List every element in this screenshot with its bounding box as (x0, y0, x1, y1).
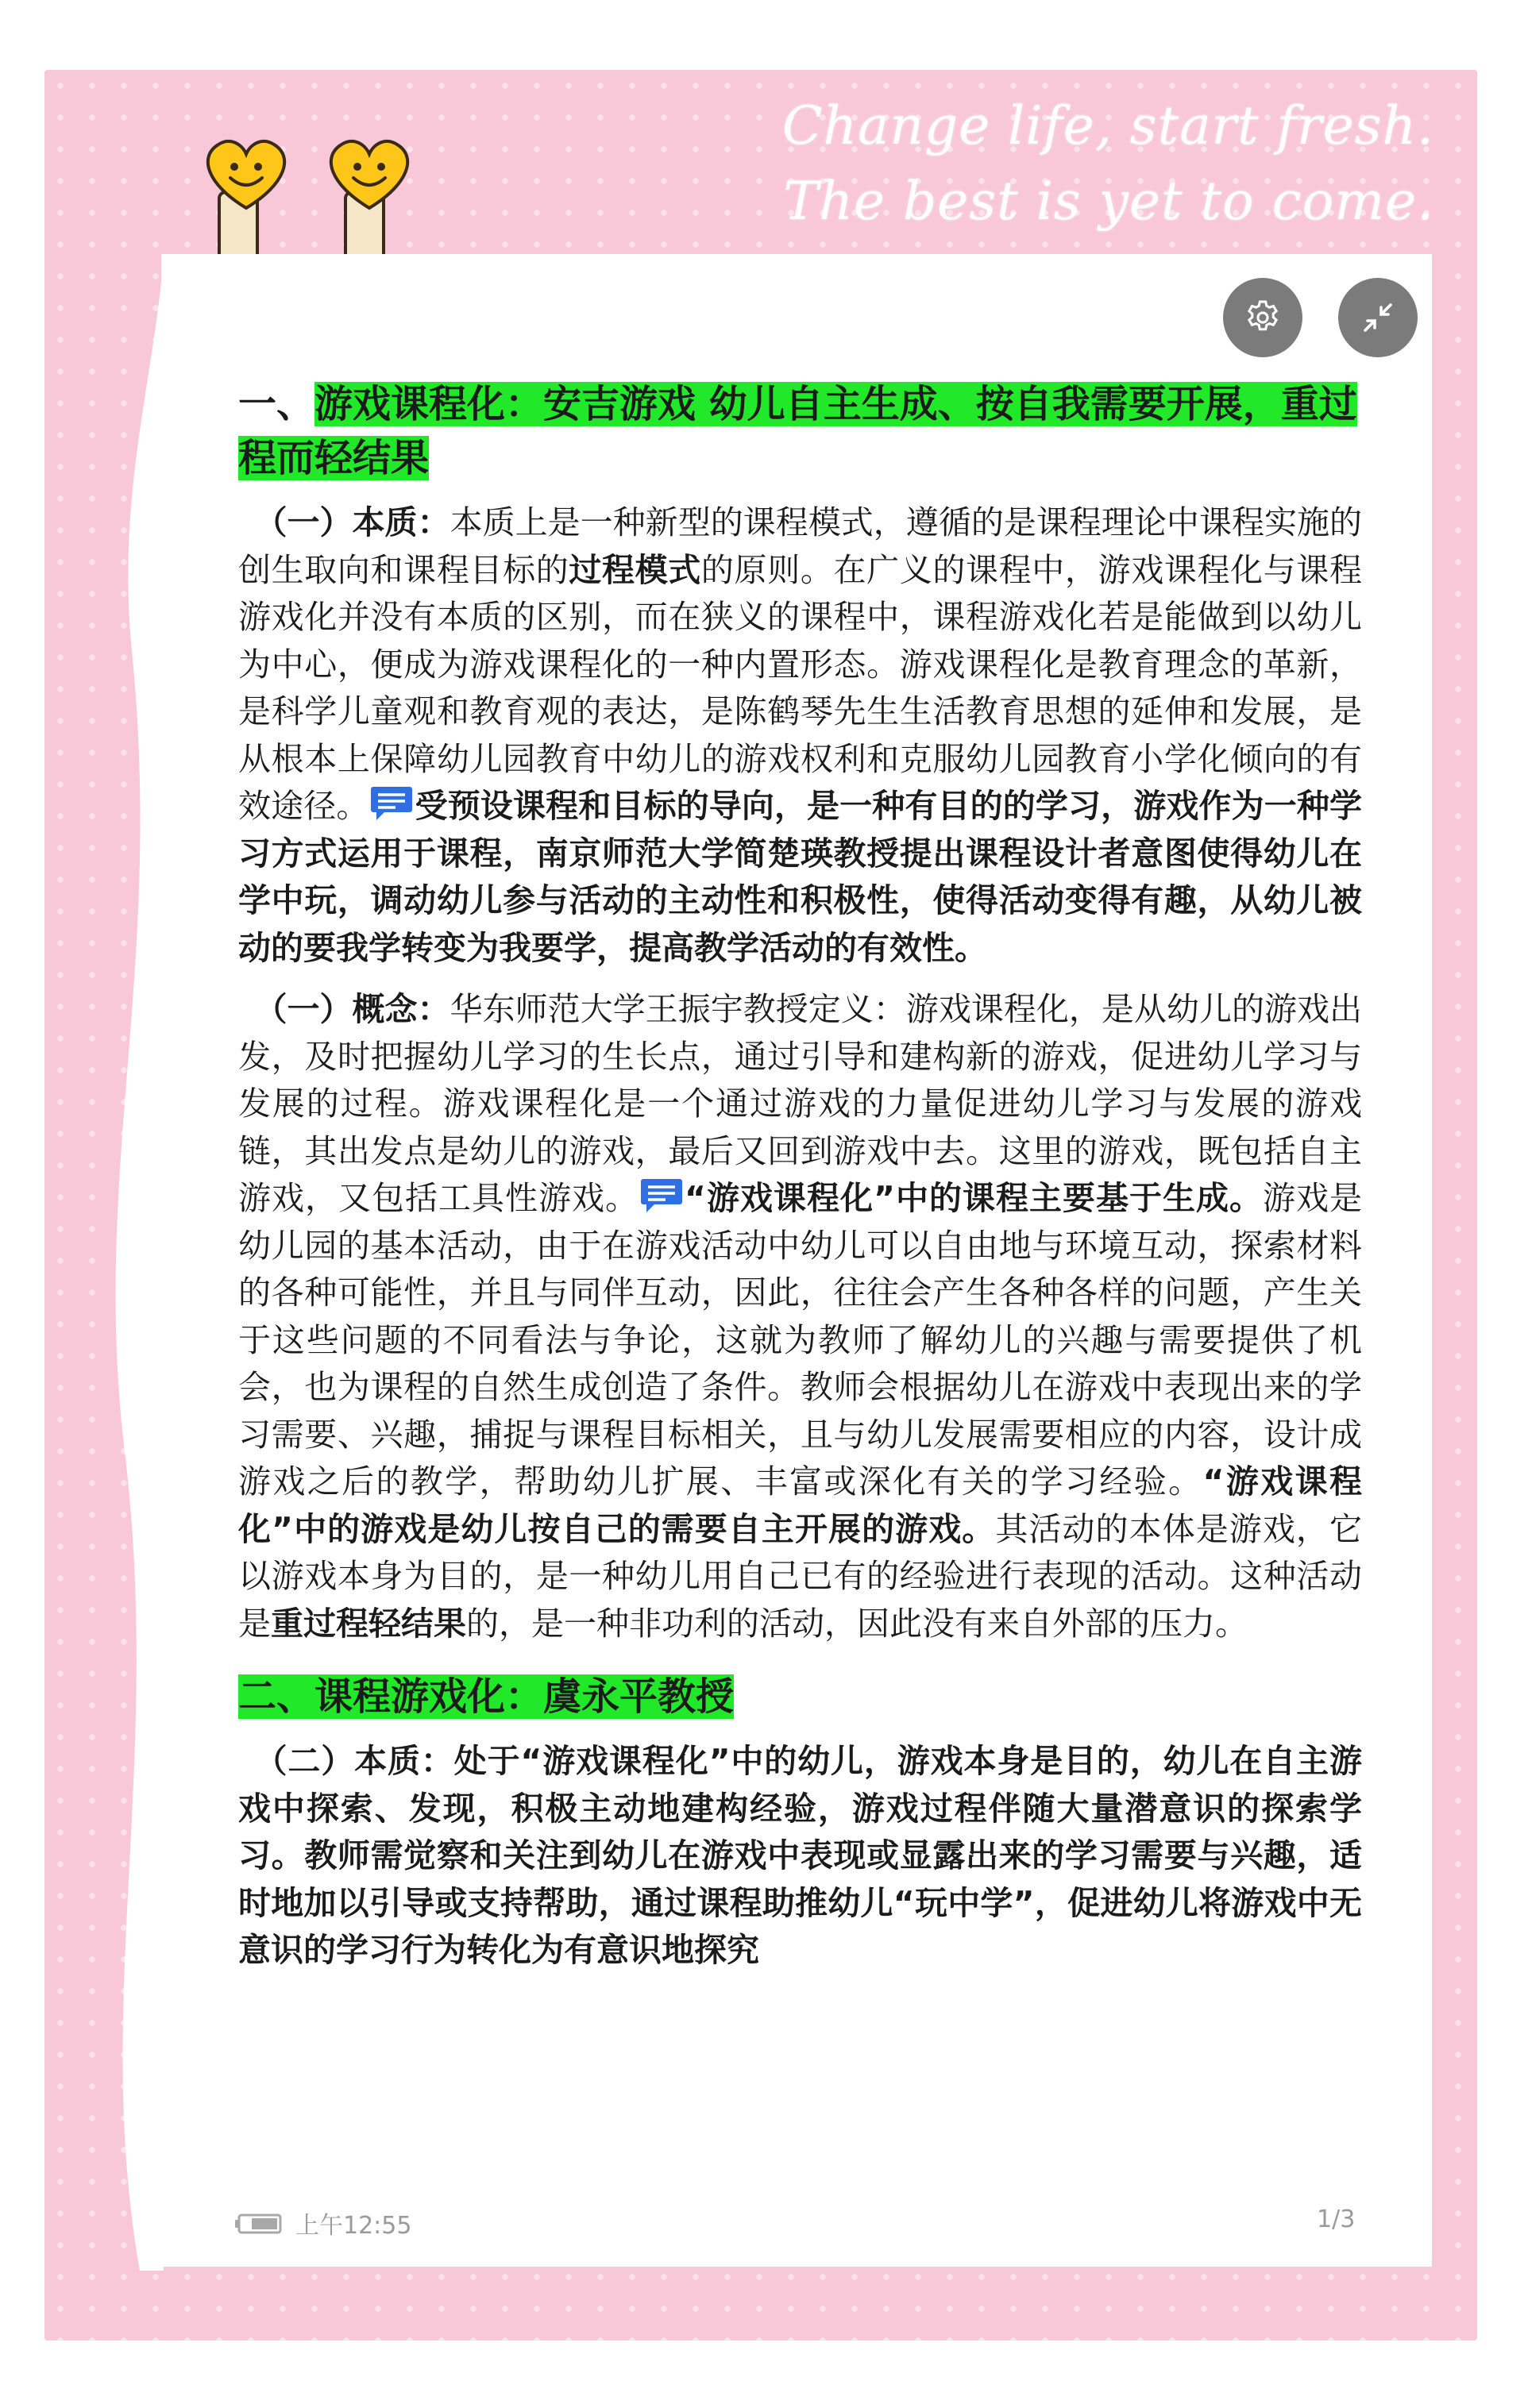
document-content (238, 377, 1362, 1975)
concept-text-b: 游戏是幼儿园的基本活动，由于在游戏活动中幼儿可以自由地与环境互动，探索材料的各种可能性，并且与同伴互动，因此，往往会产生各种各样的问题，产生关于这些问题的不同看法与争论，这就为教师了解幼儿的兴趣与需要提供了机会，也为课程的自然生成创造了条件。教师会根据幼儿在游戏中表现出来的学习需要、兴趣，捕捉与课程目标相关，且与幼儿发展需要相应的内容，设计成游戏之后的教学，帮助幼儿扩展、丰富或深化有关的学习经验。 (238, 1179, 1363, 1501)
comment-icon[interactable] (640, 1177, 683, 1214)
concept-bold-a: “游戏课程化”中的课程主要基于生成。 (685, 1179, 1263, 1217)
essence-text-b: 的原则。在广义的课程中，游戏课程化与课程游戏化并没有本质的区别，而在狭义的课程中，课程游戏化若是能做到以幼儿为中心，便成为游戏课程化的一种内置形态。游戏课程化是教育理念的革新，是科学儿童观和教育观的表达，是陈鹤琴先生生活教育思想的延伸和发展，是从根本上保障幼儿园教育中幼儿的游戏权利和克服幼儿园教育小学化倾向的有效途径。 (238, 550, 1363, 825)
essence-text-a: 本质上是一种新型的课程模式，遵循的是课程理论中课程实施的创生取向和课程目标的 (238, 503, 1362, 589)
essence-label: （一）本质： (254, 503, 450, 541)
page-indicator: 1/3 (1317, 2206, 1356, 2233)
settings-button[interactable] (1223, 278, 1302, 357)
essence-bold-a: 过程模式 (569, 550, 701, 589)
section1-essence-paragraph (238, 499, 1362, 972)
concept-text-d: 的，是一种非功利的活动，因此没有来自外部的压力。 (466, 1604, 1248, 1643)
section1-title: 游戏课程化：安吉游戏 幼儿自主生成、按自我需要开展，重过程而轻结果 (238, 382, 1357, 480)
section2-title: 二、课程游戏化：虞永平教授 (238, 1674, 735, 1719)
section2-heading (238, 1670, 1362, 1724)
concept-text-c: 其活动的本体是游戏，它以游戏本身为目的，是一种幼儿用自己已有的经验进行表现的活动。这种活动是 (238, 1509, 1362, 1643)
motto-line-1: Change life, start fresh. (782, 95, 1434, 156)
section2-essence-paragraph (238, 1738, 1362, 1975)
motto-line-2: The best is yet to come. (783, 171, 1434, 232)
section2-essence-text: 处于“游戏课程化”中的幼儿，游戏本身是目的，幼儿在自主游戏中探索、发现，积极主动地建构经验，游戏过程伴随大量潜意识的探索学习。教师需觉察和关注到幼儿在游戏中表现或显露出来的学习需要与兴趣，适时地加以引导或支持帮助，通过课程助推幼儿“玩中学”，促进幼儿将游戏中无意识的学习行为转化为有意识地探究 (238, 1742, 1363, 1969)
collapse-button[interactable] (1338, 278, 1418, 357)
concept-bold-c: 重过程轻结果 (271, 1604, 466, 1643)
section1-concept-paragraph (238, 986, 1362, 1647)
panel-wave-edge (44, 254, 164, 2271)
section1-prefix: 一、 (238, 382, 315, 426)
section2-essence-label: （二）本质： (254, 1742, 454, 1780)
collapse-arrows-icon (1359, 299, 1397, 337)
section1-heading (238, 377, 1362, 485)
concept-text-a: 华东师范大学王振宇教授定义：游戏课程化，是从幼儿的游戏出发，及时把握幼儿学习的生长点，通过引导和建构新的游戏，促进幼儿学习与发展的过程。游戏课程化是一个通过游戏的力量促进幼儿学习与发展的游戏链，其出发点是幼儿的游戏，最后又回到游戏中去。这里的游戏，既包括自主游戏，又包括工具性游戏。 (238, 990, 1362, 1217)
heart-smiley-sticker (314, 129, 425, 264)
comment-icon[interactable] (370, 785, 413, 822)
heart-smiley-sticker (191, 129, 302, 264)
status-time: 上午12:55 (295, 2212, 412, 2240)
gear-icon (1242, 297, 1283, 338)
concept-bold-b: “游戏课程化”中的游戏是幼儿按自己的需要自主开展的游戏。 (238, 1462, 1362, 1548)
battery-icon (234, 2213, 284, 2234)
concept-label: （一）概念： (254, 990, 450, 1028)
essence-bold-b: 受预设课程和目标的导向，是一种有目的的学习，游戏作为一种学习方式运用于课程，南京师范大学简楚瑛教授提出课程设计者意图使得幼儿在学中玩，调动幼儿参与活动的主动性和积极性，使得活动变得有趣，从幼儿被动的要我学转变为我要学，提高教学活动的有效性。 (238, 787, 1362, 967)
